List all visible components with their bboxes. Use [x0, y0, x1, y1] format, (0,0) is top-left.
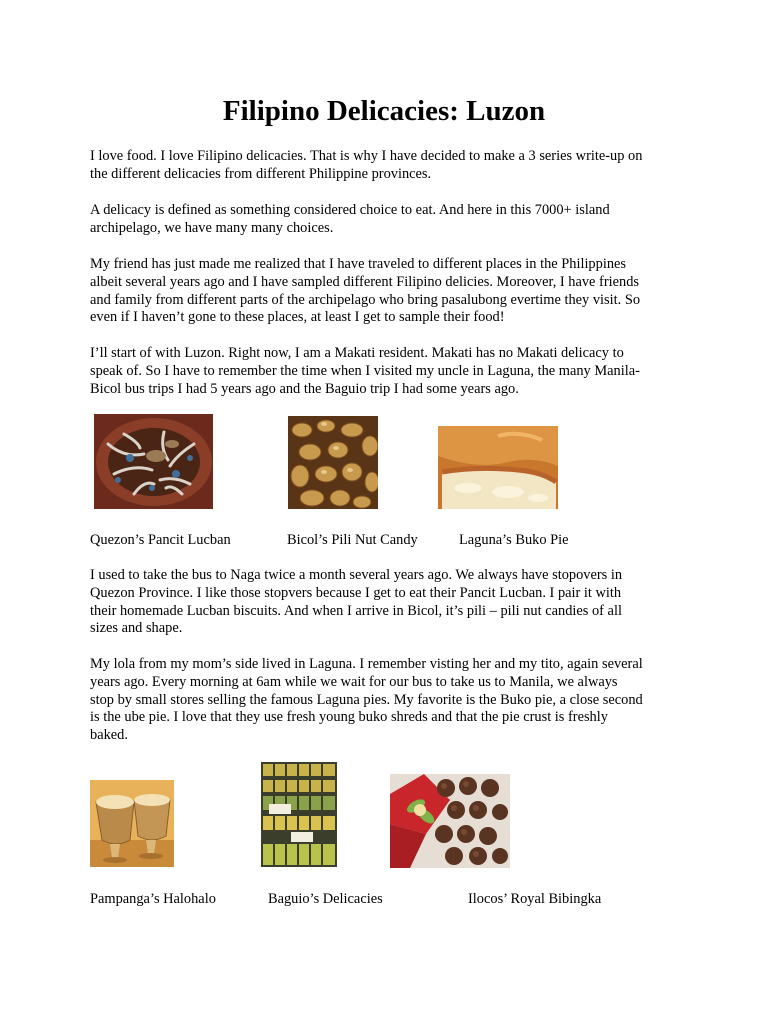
pancit-lucban-photo — [94, 414, 213, 509]
caption-buko-pie: Laguna’s Buko Pie — [459, 532, 569, 548]
paragraph-luzon: I’ll start of with Luzon. Right now, I am a Makati resident. Makati has no Makati delicacy to speak of. So I have to remember the time when I visited my uncle in Laguna, the many Manila- Bicol bus trips I had 5 years ago and the Baguio trip I had some years ago. — [90, 345, 640, 397]
paragraph-travels: My friend has just made me realized that I have traveled to different places in the Philippines albeit several years ago and I have sampled different Filipino delicies. Moreover, I have friends and family from different parts of the archipelago who bring pasalubong evertime they visit. So even if I haven’t gone to these places, at least I get to sample their food! — [90, 256, 641, 326]
paragraph-laguna: My lola from my mom’s side lived in Laguna. I remember visting her and my tito, again several years ago. Every morning at 6am while we wait for our bus to take us to Manila, we always stop by small stores selling the famous Laguna pies. My favorite is the Buko pie, a close second is the ube pie. I love that they use fresh young buko shreds and that the pie crust is freshly baked. — [90, 656, 643, 744]
caption-royal-bibingka: Ilocos’ Royal Bibingka — [468, 891, 602, 907]
paragraph-definition: A delicacy is defined as something considered choice to eat. And here in this 7000+ island archipelago, we have many many choices. — [90, 202, 610, 236]
page-title: Filipino Delicacies: Luzon — [222, 95, 546, 127]
pili-nut-candy-photo — [288, 416, 378, 509]
caption-halohalo: Pampanga’s Halohalo — [90, 891, 216, 907]
paragraph-intro: I love food. I love Filipino delicacies. That is why I have decided to make a 3 series write-up on the different delicacies from different Philippine provinces. — [90, 148, 643, 182]
caption-pancit-lucban: Quezon’s Pancit Lucban — [90, 532, 231, 548]
caption-pili-nut-candy: Bicol’s Pili Nut Candy — [287, 532, 418, 548]
buko-pie-photo — [438, 426, 558, 509]
baguio-delicacies-photo — [261, 762, 337, 867]
caption-baguio-delicacies: Baguio’s Delicacies — [268, 891, 383, 907]
royal-bibingka-photo — [390, 774, 510, 868]
halohalo-photo — [90, 780, 174, 867]
paragraph-bicol: I used to take the bus to Naga twice a month several years ago. We always have stopovers in Quezon Province. I like those stopvers because I get to eat their Pancit Lucban. I pair it with their homemade Lucban biscuits. And when I arrive in Bicol, it’s pili – pili nut candies of all sizes and shape. — [90, 567, 623, 637]
